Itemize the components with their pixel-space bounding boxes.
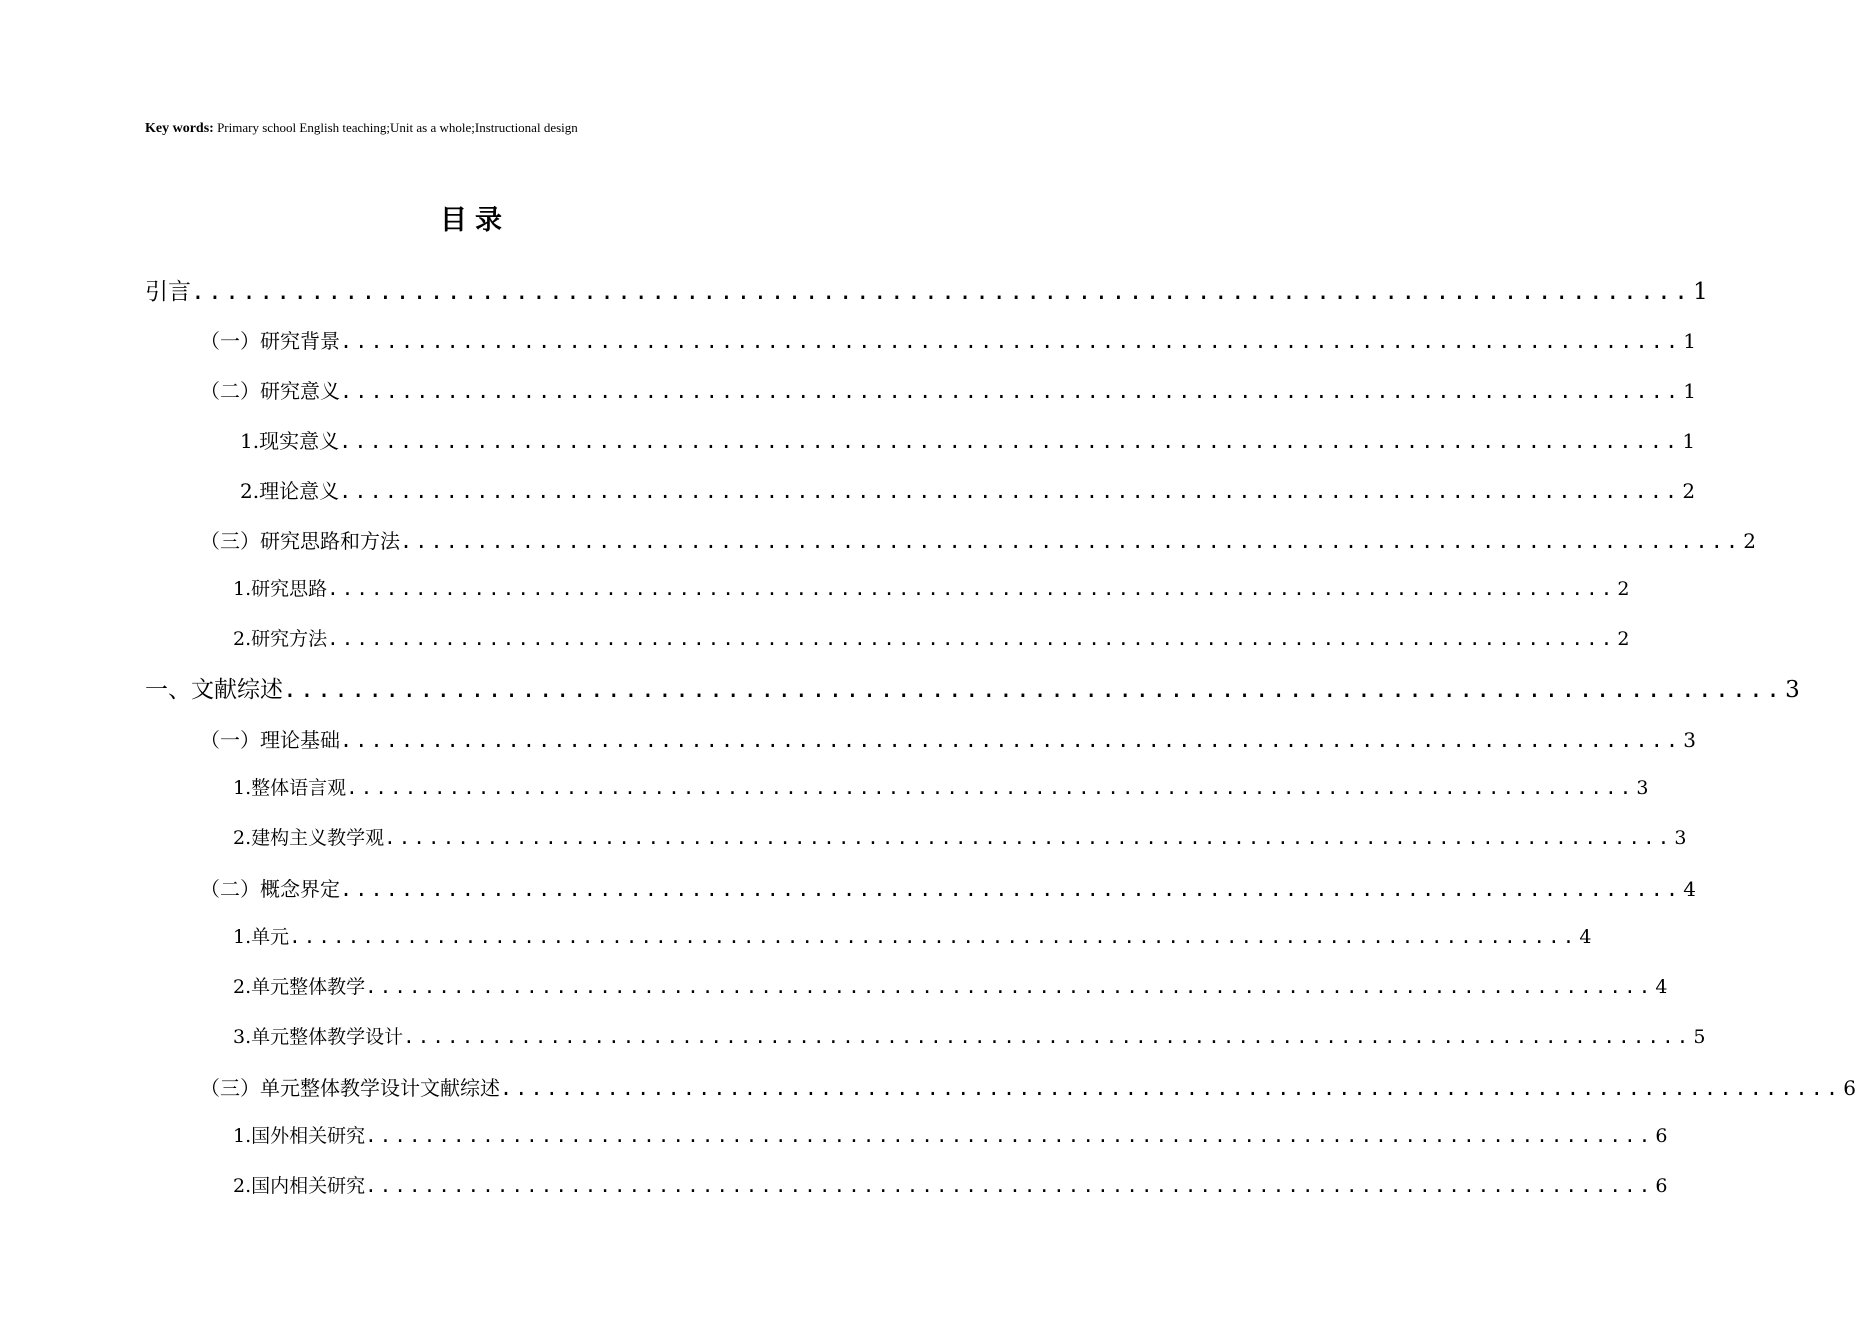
toc-page-number: 4 [1655,976,1668,998]
toc-entry-label: （三）研究思路和方法 [200,529,400,553]
toc-page-number: 3 [1683,728,1696,752]
keywords-label: Key words: [145,121,214,136]
toc-entry[interactable] [200,329,1696,353]
toc-leader-dots: ........................................................................................ [327,628,1616,650]
toc-entry-label: 1.现实意义 [240,429,340,453]
toc-entry-label: 2.单元整体教学 [233,976,366,998]
toc-entry[interactable] [145,279,1708,305]
toc-entry[interactable] [233,1175,1668,1197]
toc-leader-dots: ........................................................................................ [400,529,1742,553]
toc-page-number: 3 [1636,777,1649,799]
toc-entry[interactable] [240,429,1696,453]
toc-leader-dots: ........................................................................................ [500,1076,1842,1100]
toc-entry-label: 2.建构主义教学观 [233,827,385,849]
toc-page-number: 6 [1655,1125,1668,1147]
keywords-text: Primary school English teaching;Unit as a whole;Instructional design [213,120,578,135]
toc-entry-label: 引言 [145,279,191,305]
toc-leader-dots: ........................................................................................ [339,479,1681,503]
toc-entry[interactable] [233,976,1668,998]
toc-entry[interactable] [233,926,1592,948]
toc-entry-label: 1.单元 [233,926,290,948]
toc-leader-dots: ........................................................................................ [283,677,1784,703]
toc-entry[interactable] [200,529,1756,553]
toc-entry[interactable] [200,1076,1856,1100]
toc-page-number: 3 [1785,677,1800,703]
toc-entry[interactable] [233,628,1630,650]
toc-page-number: 1 [1683,379,1696,403]
toc-entry-label: （三）单元整体教学设计文献综述 [200,1076,500,1100]
toc-leader-dots: ........................................................................................ [340,379,1682,403]
toc-entry[interactable] [233,578,1630,600]
toc-leader-dots: ........................................................................................ [384,827,1673,849]
toc-leader-dots: ........................................................................................ [365,1125,1654,1147]
toc-leader-dots: ........................................................................................ [365,976,1654,998]
toc-entry-label: （一）研究背景 [200,329,340,353]
toc-entry-label: 1.国外相关研究 [233,1125,366,1147]
toc-entry-label: 3.单元整体教学设计 [233,1026,404,1048]
toc-page-number: 5 [1693,1026,1706,1048]
toc-leader-dots: ........................................................................................ [339,429,1681,453]
toc-entry[interactable] [240,479,1696,503]
toc-leader-dots: ........................................................................................ [191,279,1692,305]
toc-leader-dots: ........................................................................................ [403,1026,1692,1048]
toc-entry-label: 1.整体语言观 [233,777,347,799]
toc-entry-label: 2.研究方法 [233,628,328,650]
toc-entry-label: （一）理论基础 [200,728,340,752]
toc-entry[interactable] [233,827,1687,849]
toc-entry[interactable] [145,677,1800,703]
toc-entry-label: 1.研究思路 [233,578,328,600]
toc-leader-dots: ........................................................................................ [289,926,1578,948]
toc-page-number: 2 [1617,628,1630,650]
toc-leader-dots: ........................................................................................ [327,578,1616,600]
toc-leader-dots: ........................................................................................ [346,777,1635,799]
toc-entry[interactable] [200,728,1696,752]
toc-page-number: 1 [1682,429,1696,453]
toc-page-number: 6 [1843,1076,1856,1100]
toc-page-number: 2 [1743,529,1756,553]
toc-page-number: 2 [1682,479,1696,503]
toc-page-number: 4 [1579,926,1592,948]
toc-title: 目录 [440,205,510,236]
toc-leader-dots: ........................................................................................ [340,877,1682,901]
toc-page-number: 6 [1655,1175,1668,1197]
toc-leader-dots: ........................................................................................ [365,1175,1654,1197]
toc-page-number: 3 [1674,827,1687,849]
toc-page-number: 4 [1683,877,1696,901]
toc-entry[interactable] [233,777,1649,799]
toc-page-number: 1 [1693,279,1708,305]
toc-leader-dots: ........................................................................................ [340,329,1682,353]
toc-page-number: 2 [1617,578,1630,600]
toc-entry-label: 一、文献综述 [145,677,283,703]
toc-entry[interactable] [200,379,1696,403]
toc-entry-label: （二）概念界定 [200,877,340,901]
toc-entry-label: （二）研究意义 [200,379,340,403]
toc-entry[interactable] [200,877,1696,901]
toc-entry[interactable] [233,1026,1706,1048]
toc-page-number: 1 [1683,329,1696,353]
toc-entry-label: 2.理论意义 [240,479,340,503]
toc-entry[interactable] [233,1125,1668,1147]
toc-leader-dots: ........................................................................................ [340,728,1682,752]
toc-entry-label: 2.国内相关研究 [233,1175,366,1197]
